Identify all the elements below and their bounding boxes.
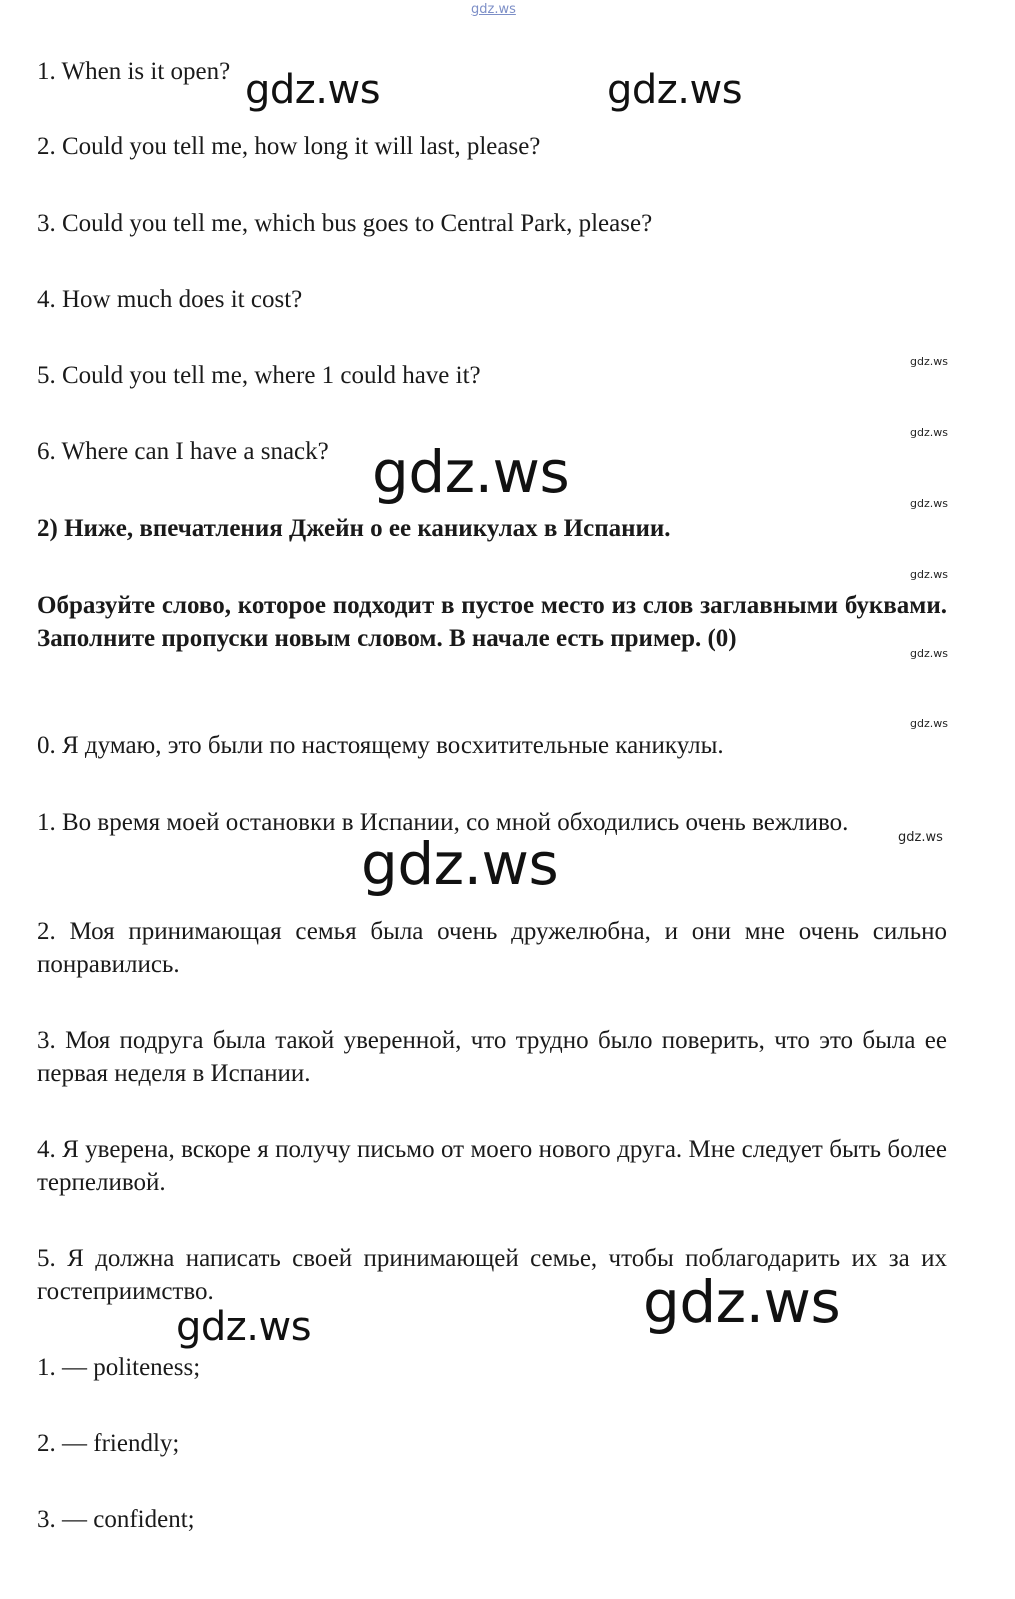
- watermark-small: gdz.ws: [910, 647, 948, 660]
- question-6: 6. Where can I have a snack?: [37, 438, 329, 465]
- sentence-3: 3. Моя подруга была такой уверенной, что трудно было поверить, что это была ее первая неделя в Испании.: [37, 1027, 947, 1087]
- sentence-1: 1. Во время моей остановки в Испании, со мной обходились очень вежливо.: [37, 809, 849, 836]
- question-4: 4. How much does it cost?: [37, 286, 303, 313]
- watermark-small: gdz.ws: [910, 497, 948, 510]
- sentence-0: 0. Я думаю, это были по настоящему восхитительные каникулы.: [37, 732, 724, 759]
- answer-1: 1. — politeness;: [37, 1354, 201, 1381]
- sentence-5: 5. Я должна написать своей принимающей семье, чтобы поблагодарить их за их гостеприимство.: [37, 1245, 947, 1305]
- question-1: 1. When is it open?: [37, 58, 231, 85]
- watermark-large: gdz.ws: [372, 438, 570, 506]
- sentence-2: 2. Моя принимающая семья была очень дружелюбна, и они мне очень сильно понравились.: [37, 918, 947, 978]
- watermark-small: gdz.ws: [910, 717, 948, 730]
- question-2: 2. Could you tell me, how long it will last, please?: [37, 133, 541, 160]
- watermark-small: gdz.ws: [898, 830, 943, 845]
- watermark-small: gdz.ws: [910, 355, 948, 368]
- sentence-4: 4. Я уверена, вскоре я получу письмо от моего нового друга. Мне следует быть более терпеливой.: [37, 1136, 947, 1196]
- watermark-medium: gdz.ws: [607, 67, 743, 113]
- answer-3: 3. — confident;: [37, 1506, 195, 1533]
- watermark-medium: gdz.ws: [176, 1304, 312, 1350]
- task-instruction: Образуйте слово, которое подходит в пустое место из слов заглавными буквами. Заполните пропуски новым словом. В начале есть пример. (0): [37, 592, 947, 652]
- watermark-medium: gdz.ws: [245, 67, 381, 113]
- watermark-small: gdz.ws: [910, 426, 948, 439]
- question-3: 3. Could you tell me, which bus goes to Central Park, please?: [37, 210, 653, 237]
- watermark-small: gdz.ws: [910, 568, 948, 581]
- question-5: 5. Could you tell me, where 1 could have it?: [37, 362, 481, 389]
- answer-2: 2. — friendly;: [37, 1430, 180, 1457]
- task-heading: 2) Ниже, впечатления Джейн о ее каникулах в Испании.: [37, 515, 671, 542]
- watermark-large: gdz.ws: [643, 1268, 841, 1336]
- watermark-large: gdz.ws: [361, 830, 559, 898]
- watermark-top-link[interactable]: gdz.ws: [471, 2, 516, 17]
